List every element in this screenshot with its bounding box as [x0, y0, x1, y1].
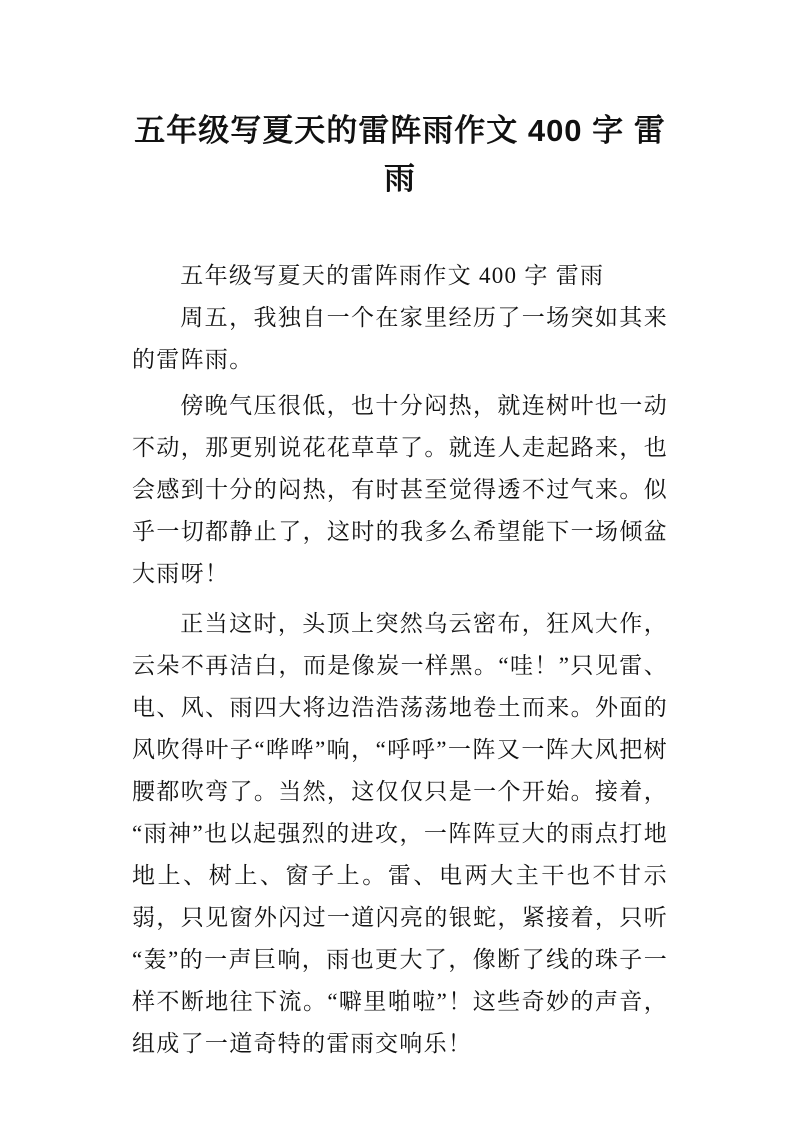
- essay-paragraph-before-storm: 傍晚气压很低，也十分闷热，就连树叶也一动不动，那更别说花花草草了。就连人走起路来，也会感到十分的闷热，有时甚至觉得透不过气来。似乎一切都静止了，这时的我多么希望能下一场倾盆大雨呀！: [132, 392, 668, 586]
- essay-paragraph-storm: 正当这时，头顶上突然乌云密布，狂风大作，云朵不再洁白，而是像炭一样黑。“哇！”只见雷、电、风、雨四大将边浩浩荡荡地卷土而来。外面的风吹得叶子“哗哗”响，“呼呼”一阵又一阵大风把树腰都吹弯了。当然，这仅仅只是一个开始。接着，“雨神”也以起强烈的进攻，一阵阵豆大的雨点打地地上、树上、窗子上。雷、电两大主干也不甘示弱，只见窗外闪过一道闪亮的银蛇，紧接着，只听“轰”的一声巨响，雨也更大了，像断了线的珠子一样不断地往下流。“噼里啪啦”！这些奇妙的声音，组成了一道奇特的雷雨交响乐！: [132, 610, 668, 1056]
- page-title-line-2: 雨: [384, 160, 416, 196]
- essay-paragraph-title-repeat: 五年级写夏天的雷阵雨作文 400 字 雷雨: [180, 262, 605, 288]
- essay-body: [132, 255, 668, 1065]
- essay-paragraph-intro: 周五，我独自一个在家里经历了一场突如其来的雷阵雨。: [132, 304, 668, 372]
- page-title-line-1: 五年级写夏天的雷阵雨作文 400 字 雷: [134, 112, 666, 148]
- page-title: [132, 107, 668, 203]
